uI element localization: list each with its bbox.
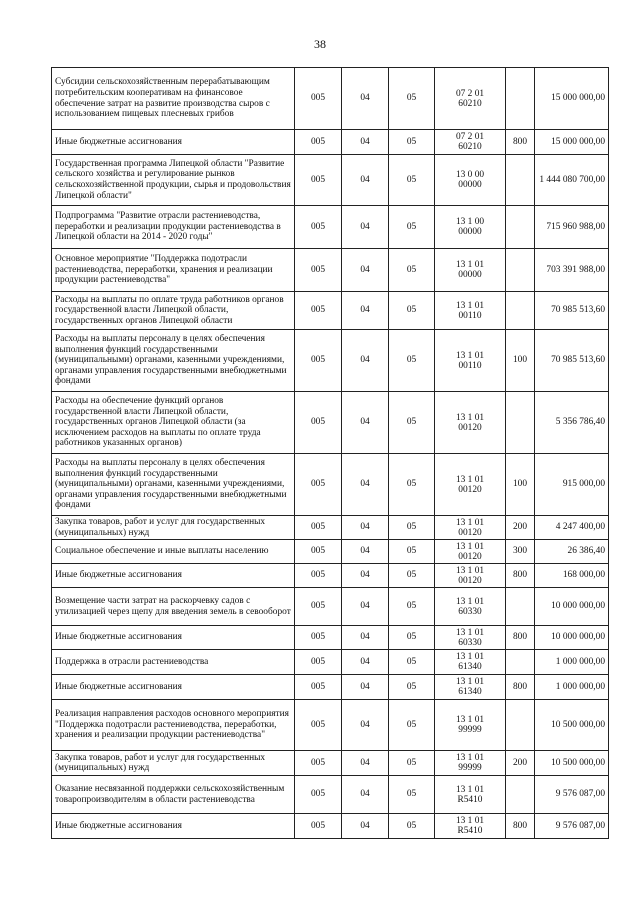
section-code-cell: 04 <box>342 626 389 650</box>
target-article-cell <box>435 130 506 155</box>
target-article-part2: 60210 <box>458 142 482 152</box>
section-code-cell: 04 <box>342 751 389 776</box>
target-article-part1: 13 1 01 <box>455 677 485 688</box>
table-row <box>52 249 609 292</box>
subsection-code-cell: 05 <box>389 330 435 392</box>
target-article-cell <box>435 206 506 249</box>
target-article-part2: 61340 <box>458 687 482 698</box>
target-article-part1: 13 1 01 <box>455 715 485 726</box>
target-article-cell <box>435 626 506 650</box>
item-name-cell: Иные бюджетные ассигнования <box>52 814 295 839</box>
subsection-code-cell: 05 <box>389 130 435 155</box>
section-code-cell: 04 <box>342 292 389 330</box>
target-article-part1: 13 1 01 <box>455 596 485 607</box>
item-name-cell: Иные бюджетные ассигнования <box>52 675 295 700</box>
item-name-cell: Иные бюджетные ассигнования <box>52 626 295 650</box>
ministry-code-cell: 005 <box>295 68 342 130</box>
amount-cell: 9 576 087,00 <box>535 814 609 839</box>
section-code-cell: 04 <box>342 540 389 564</box>
target-article-part2: 00120 <box>458 575 482 586</box>
item-name-cell: Расходы на выплаты по оплате труда работников органов государственной власти Липецкой области, государственных органов Липецкой области <box>52 292 295 330</box>
expense-type-cell <box>506 249 535 292</box>
target-article-cell <box>435 454 506 516</box>
section-code-cell: 04 <box>342 650 389 675</box>
ministry-code-cell: 005 <box>295 700 342 751</box>
target-article-part1: 13 0 00 <box>455 170 485 180</box>
table-row <box>52 700 609 751</box>
target-article-cell <box>435 249 506 292</box>
ministry-code-cell: 005 <box>295 675 342 700</box>
target-article-cell <box>435 392 506 454</box>
section-code-cell: 04 <box>342 776 389 814</box>
ministry-code-cell: 005 <box>295 155 342 206</box>
expense-type-cell <box>506 206 535 249</box>
target-article-part1: 13 1 01 <box>455 517 485 528</box>
ministry-code-cell: 005 <box>295 392 342 454</box>
expense-type-cell <box>506 700 535 751</box>
amount-cell: 70 985 513,60 <box>535 330 609 392</box>
subsection-code-cell: 05 <box>389 249 435 292</box>
target-article-part1: 13 1 01 <box>455 260 485 270</box>
section-code-cell: 04 <box>342 454 389 516</box>
target-article-cell <box>435 68 506 130</box>
ministry-code-cell: 005 <box>295 516 342 540</box>
subsection-code-cell: 05 <box>389 650 435 675</box>
amount-cell: 10 500 000,00 <box>535 751 609 776</box>
item-name-cell: Социальное обеспечение и иные выплаты населению <box>52 540 295 564</box>
amount-cell: 168 000,00 <box>535 564 609 588</box>
target-article-part1: 13 1 01 <box>455 753 485 764</box>
ministry-code-cell: 005 <box>295 292 342 330</box>
ministry-code-cell: 005 <box>295 564 342 588</box>
item-name-cell: Иные бюджетные ассигнования <box>52 564 295 588</box>
target-article-part2: 99999 <box>458 725 482 736</box>
expense-type-cell: 800 <box>506 626 535 650</box>
ministry-code-cell: 005 <box>295 650 342 675</box>
amount-cell: 4 247 400,00 <box>535 516 609 540</box>
target-article-part2: 00110 <box>458 310 482 321</box>
ministry-code-cell: 005 <box>295 626 342 650</box>
expense-type-cell: 800 <box>506 814 535 839</box>
target-article-part1: 13 1 00 <box>455 217 485 227</box>
section-code-cell: 04 <box>342 588 389 626</box>
table-row <box>52 68 609 130</box>
amount-cell: 915 000,00 <box>535 454 609 516</box>
target-article-part1: 13 1 01 <box>455 652 485 663</box>
target-article-part2: 00120 <box>458 527 482 538</box>
amount-cell: 10 500 000,00 <box>535 700 609 751</box>
section-code-cell: 04 <box>342 68 389 130</box>
table-row <box>52 292 609 330</box>
table-row <box>52 626 609 650</box>
subsection-code-cell: 05 <box>389 626 435 650</box>
target-article-part1: 13 1 01 <box>455 350 485 361</box>
target-article-cell <box>435 155 506 206</box>
amount-cell: 10 000 000,00 <box>535 588 609 626</box>
item-name-cell: Поддержка в отрасли растениеводства <box>52 650 295 675</box>
target-article-part2: 61340 <box>458 662 482 673</box>
table-row <box>52 516 609 540</box>
target-article-part1: 13 1 01 <box>455 784 485 795</box>
target-article-cell <box>435 588 506 626</box>
subsection-code-cell: 05 <box>389 776 435 814</box>
subsection-code-cell: 05 <box>389 675 435 700</box>
amount-cell: 10 000 000,00 <box>535 626 609 650</box>
amount-cell: 715 960 988,00 <box>535 206 609 249</box>
table-row <box>52 588 609 626</box>
target-article-part1: 13 1 01 <box>455 541 485 552</box>
expense-type-cell <box>506 650 535 675</box>
subsection-code-cell: 05 <box>389 516 435 540</box>
target-article-cell <box>435 564 506 588</box>
table-row <box>52 330 609 392</box>
section-code-cell: 04 <box>342 564 389 588</box>
expense-type-cell: 200 <box>506 516 535 540</box>
amount-cell: 1 444 080 700,00 <box>535 155 609 206</box>
expense-type-cell: 200 <box>506 751 535 776</box>
item-name-cell: Подпрограмма "Развитие отрасли растениеводства, переработки и реализации продукции растениеводства в Липецкой области на 2014 - 2020 годы" <box>52 206 295 249</box>
amount-cell: 1 000 000,00 <box>535 675 609 700</box>
item-name-cell: Иные бюджетные ассигнования <box>52 130 295 155</box>
amount-cell: 703 391 988,00 <box>535 249 609 292</box>
subsection-code-cell: 05 <box>389 540 435 564</box>
target-article-part2: 00000 <box>458 227 482 237</box>
item-name-cell: Реализация направления расходов основного мероприятия "Поддержка подотрасли растениеводства, переработки, хранения и реализации продукции растениеводства" <box>52 700 295 751</box>
section-code-cell: 04 <box>342 249 389 292</box>
target-article-part2: 00000 <box>458 180 482 190</box>
item-name-cell: Государственная программа Липецкой области "Развитие сельского хозяйства и регулирование рынков сельскохозяйственной продукции, сырья и продовольствия Липецкой области" <box>52 155 295 206</box>
item-name-cell: Расходы на выплаты персоналу в целях обеспечения выполнения функций государственными (муниципальными) органами, казенными учреждениями, органами управления государственными внебюджетными фондами <box>52 330 295 392</box>
target-article-cell <box>435 540 506 564</box>
target-article-part1: 13 1 01 <box>455 816 485 827</box>
expense-type-cell <box>506 392 535 454</box>
section-code-cell: 04 <box>342 130 389 155</box>
target-article-part1: 13 1 01 <box>455 627 485 638</box>
target-article-cell <box>435 650 506 675</box>
subsection-code-cell: 05 <box>389 155 435 206</box>
table-row <box>52 675 609 700</box>
target-article-part1: 13 1 01 <box>455 300 485 311</box>
expense-type-cell: 800 <box>506 130 535 155</box>
section-code-cell: 04 <box>342 330 389 392</box>
ministry-code-cell: 005 <box>295 330 342 392</box>
target-article-cell <box>435 700 506 751</box>
page-number: 38 <box>314 37 326 51</box>
ministry-code-cell: 005 <box>295 814 342 839</box>
target-article-part1: 07 2 01 <box>455 88 485 99</box>
expense-type-cell: 300 <box>506 540 535 564</box>
target-article-part1: 13 1 01 <box>455 412 485 423</box>
table-row <box>52 814 609 839</box>
target-article-part2: R5410 <box>457 794 483 805</box>
target-article-part2: 00120 <box>458 551 482 562</box>
item-name-cell: Расходы на выплаты персоналу в целях обеспечения выполнения функций государственными (муниципальными) органами, казенными учреждениями, органами управления государственными внебюджетными фондами <box>52 454 295 516</box>
target-article-part2: 00120 <box>458 422 482 433</box>
table-row <box>52 454 609 516</box>
subsection-code-cell: 05 <box>389 68 435 130</box>
amount-cell: 9 576 087,00 <box>535 776 609 814</box>
ministry-code-cell: 005 <box>295 588 342 626</box>
section-code-cell: 04 <box>342 675 389 700</box>
target-article-part2: 99999 <box>458 763 482 774</box>
subsection-code-cell: 05 <box>389 564 435 588</box>
target-article-cell <box>435 292 506 330</box>
amount-cell: 15 000 000,00 <box>535 130 609 155</box>
target-article-part1: 13 1 01 <box>455 565 485 576</box>
amount-cell: 15 000 000,00 <box>535 68 609 130</box>
section-code-cell: 04 <box>342 814 389 839</box>
target-article-cell <box>435 814 506 839</box>
expense-type-cell: 800 <box>506 564 535 588</box>
expense-type-cell <box>506 292 535 330</box>
ministry-code-cell: 005 <box>295 130 342 155</box>
target-article-cell <box>435 516 506 540</box>
table-row <box>52 776 609 814</box>
target-article-part1: 13 1 01 <box>455 474 485 485</box>
subsection-code-cell: 05 <box>389 751 435 776</box>
target-article-part2: 60330 <box>458 606 482 617</box>
target-article-cell <box>435 751 506 776</box>
item-name-cell: Закупка товаров, работ и услуг для государственных (муниципальных) нужд <box>52 516 295 540</box>
target-article-cell <box>435 776 506 814</box>
expense-type-cell: 100 <box>506 330 535 392</box>
section-code-cell: 04 <box>342 700 389 751</box>
target-article-part1: 07 2 01 <box>455 132 485 142</box>
subsection-code-cell: 05 <box>389 206 435 249</box>
ministry-code-cell: 005 <box>295 249 342 292</box>
amount-cell: 26 386,40 <box>535 540 609 564</box>
expense-type-cell <box>506 155 535 206</box>
ministry-code-cell: 005 <box>295 454 342 516</box>
budget-table <box>51 67 609 839</box>
ministry-code-cell: 005 <box>295 751 342 776</box>
expense-type-cell <box>506 588 535 626</box>
target-article-cell <box>435 330 506 392</box>
item-name-cell: Возмещение части затрат на раскорчевку садов с утилизацией через щепу для введения земель в севооборот <box>52 588 295 626</box>
table-row <box>52 650 609 675</box>
item-name-cell: Оказание несвязанной поддержки сельскохозяйственным товаропроизводителям в области растениеводства <box>52 776 295 814</box>
ministry-code-cell: 005 <box>295 776 342 814</box>
section-code-cell: 04 <box>342 516 389 540</box>
item-name-cell: Расходы на обеспечение функций органов государственной власти Липецкой области, государственных органов Липецкой области (за исключением расходов на выплаты по оплате труда работников указанных органов) <box>52 392 295 454</box>
expense-type-cell: 100 <box>506 454 535 516</box>
target-article-part2: 60330 <box>458 637 482 648</box>
table-row <box>52 206 609 249</box>
ministry-code-cell: 005 <box>295 206 342 249</box>
target-article-cell <box>435 675 506 700</box>
subsection-code-cell: 05 <box>389 814 435 839</box>
target-article-part2: 00110 <box>458 360 482 371</box>
item-name-cell: Субсидии сельскохозяйственным перерабатывающим потребительским кооперативам на финансовое обеспечение затрат на развитие производства сыров с использованием пищевых плесневых грибов <box>52 68 295 130</box>
item-name-cell: Основное мероприятие "Поддержка подотрасли растениеводства, переработки, хранения и реализации продукции растениеводства" <box>52 249 295 292</box>
expense-type-cell <box>506 776 535 814</box>
subsection-code-cell: 05 <box>389 588 435 626</box>
amount-cell: 1 000 000,00 <box>535 650 609 675</box>
table-row <box>52 540 609 564</box>
subsection-code-cell: 05 <box>389 700 435 751</box>
amount-cell: 70 985 513,60 <box>535 292 609 330</box>
expense-type-cell <box>506 68 535 130</box>
subsection-code-cell: 05 <box>389 454 435 516</box>
section-code-cell: 04 <box>342 206 389 249</box>
table-row <box>52 392 609 454</box>
subsection-code-cell: 05 <box>389 292 435 330</box>
target-article-part2: 00120 <box>458 484 482 495</box>
item-name-cell: Закупка товаров, работ и услуг для государственных (муниципальных) нужд <box>52 751 295 776</box>
expense-type-cell: 800 <box>506 675 535 700</box>
amount-cell: 5 356 786,40 <box>535 392 609 454</box>
target-article-part2: R5410 <box>457 826 483 837</box>
table-row <box>52 130 609 155</box>
subsection-code-cell: 05 <box>389 392 435 454</box>
table-row <box>52 564 609 588</box>
target-article-part2: 00000 <box>458 270 482 280</box>
target-article-part2: 60210 <box>458 98 482 109</box>
table-row <box>52 751 609 776</box>
ministry-code-cell: 005 <box>295 540 342 564</box>
section-code-cell: 04 <box>342 392 389 454</box>
table-row <box>52 155 609 206</box>
section-code-cell: 04 <box>342 155 389 206</box>
